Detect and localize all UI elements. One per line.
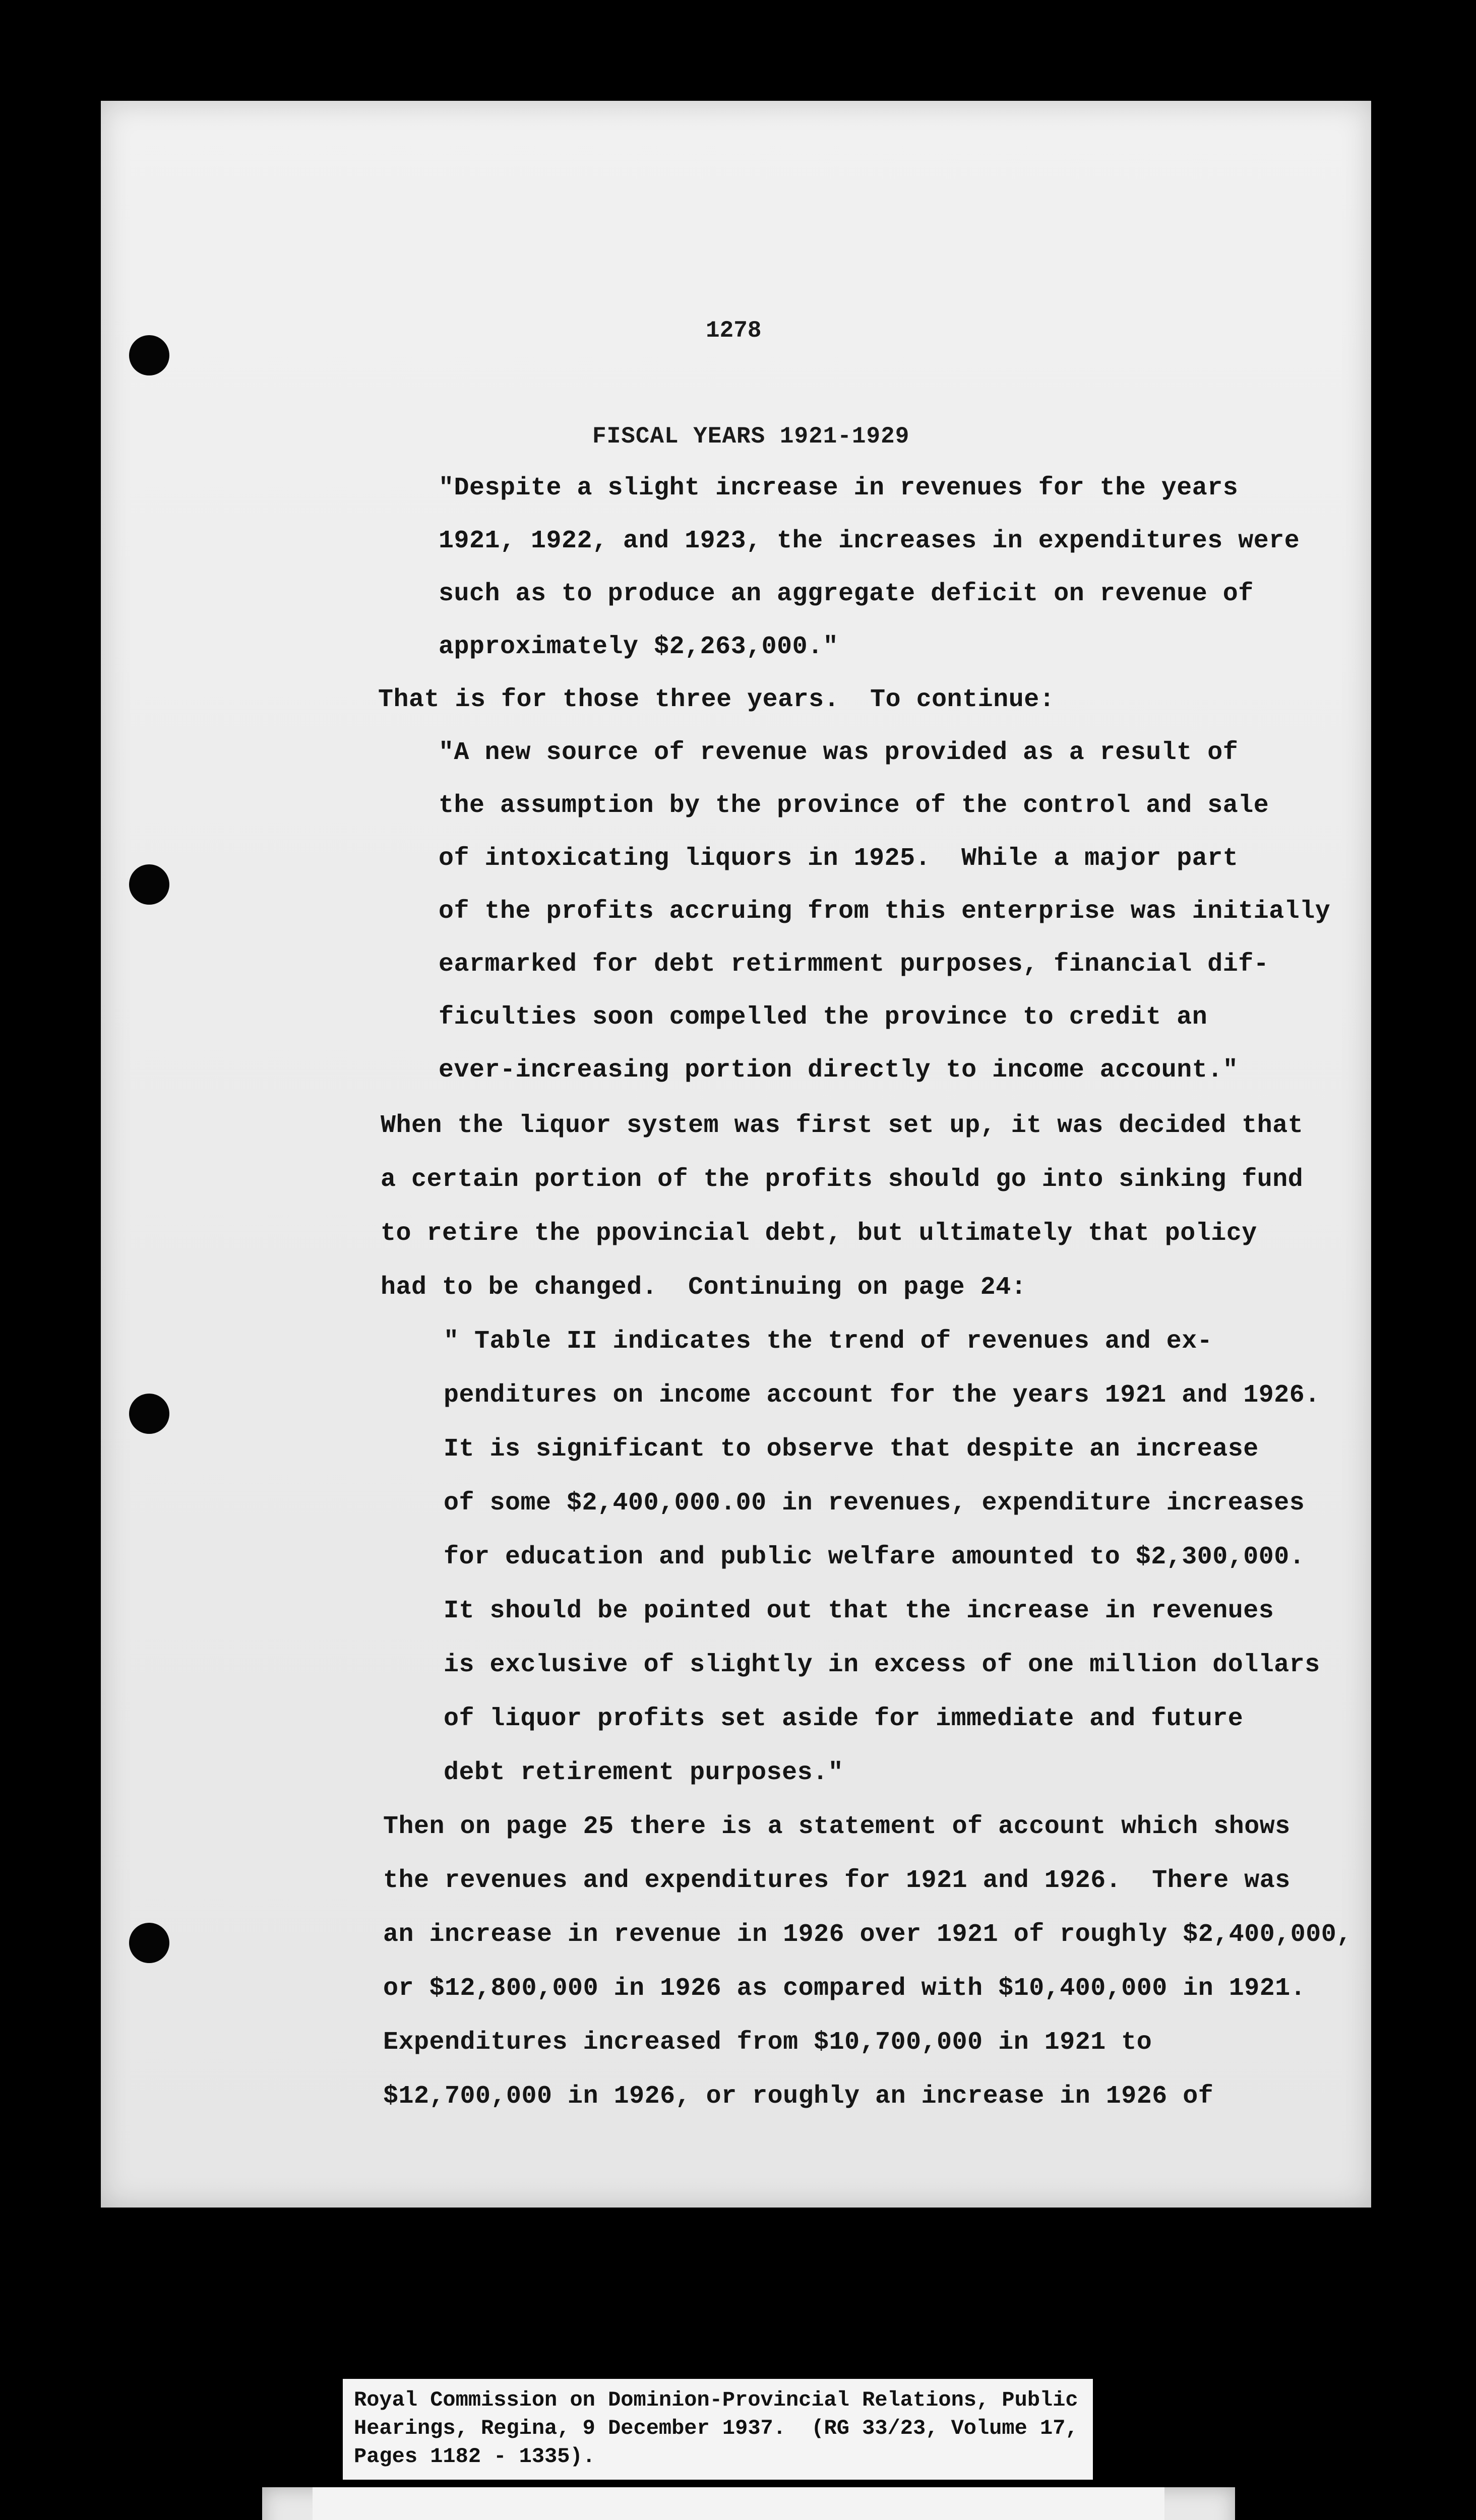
- text-line: Then on page 25 there is a statement of account which shows: [383, 1812, 1290, 1841]
- text-line: of some $2,400,000.00 in revenues, expenditure increases: [444, 1489, 1305, 1518]
- text-line: Expenditures increased from $10,700,000 in 1921 to: [383, 2028, 1152, 2057]
- text-line: such as to produce an aggregate deficit on revenue of: [439, 580, 1254, 608]
- text-line: That is for those three years. To continue:: [378, 685, 1055, 714]
- text-line: of liquor profits set aside for immediate and future: [444, 1705, 1244, 1733]
- text-line: of the profits accruing from this enterprise was initially: [439, 897, 1331, 926]
- text-line: penditures on income account for the years 1921 and 1926.: [444, 1381, 1320, 1410]
- text-line: for education and public welfare amounted to $2,300,000.: [444, 1543, 1305, 1571]
- text-line: of intoxicating liquors in 1925. While a major part: [439, 844, 1239, 873]
- text-line: 1921, 1922, and 1923, the increases in expenditures were: [439, 527, 1300, 555]
- text-line: or $12,800,000 in 1926 as compared with $10,400,000 in 1921.: [383, 1974, 1306, 2003]
- archives-stamp: [262, 2487, 1235, 2520]
- text-line: the revenues and expenditures for 1921 and 1926. There was: [383, 1866, 1290, 1895]
- text-line: "A new source of revenue was provided as a result of: [439, 738, 1239, 767]
- punch-hole: [129, 1394, 169, 1434]
- text-line: It is significant to observe that despite an increase: [444, 1435, 1259, 1464]
- caption-line: Royal Commission on Dominion-Provincial Relations, Public: [354, 2388, 1078, 2412]
- text-line: earmarked for debt retirmment purposes, financial dif-: [439, 950, 1269, 979]
- caption-line: Hearings, Regina, 9 December 1937. (RG 33/23, Volume 17,: [354, 2416, 1078, 2440]
- punch-hole: [129, 335, 169, 375]
- stamp-card: [313, 2487, 1164, 2520]
- text-line: " Table II indicates the trend of revenues and ex-: [444, 1327, 1213, 1356]
- text-line: the assumption by the province of the control and sale: [439, 791, 1269, 820]
- section-heading: FISCAL YEARS 1921-1929: [592, 423, 910, 450]
- text-line: approximately $2,263,000.": [439, 633, 839, 661]
- text-line: It should be pointed out that the increase in revenues: [444, 1597, 1274, 1625]
- document-page: [101, 101, 1371, 2208]
- text-line: ficulties soon compelled the province to credit an: [439, 1003, 1208, 1032]
- text-line: debt retirement purposes.": [444, 1758, 844, 1787]
- text-line: is exclusive of slightly in excess of one million dollars: [444, 1651, 1320, 1679]
- punch-hole: [129, 1923, 169, 1963]
- text-line: a certain portion of the profits should go into sinking fund: [381, 1165, 1304, 1194]
- text-line: to retire the ppovincial debt, but ultimately that policy: [381, 1219, 1257, 1248]
- page-number: 1278: [706, 318, 762, 344]
- text-line: When the liquor system was first set up, it was decided that: [381, 1111, 1304, 1140]
- text-line: $12,700,000 in 1926, or roughly an increase in 1926 of: [383, 2082, 1214, 2111]
- text-line: an increase in revenue in 1926 over 1921 of roughly $2,400,000,: [383, 1920, 1352, 1949]
- text-line: had to be changed. Continuing on page 24:: [381, 1273, 1027, 1302]
- text-line: "Despite a slight increase in revenues for the years: [439, 474, 1239, 502]
- caption-line: Pages 1182 - 1335).: [354, 2444, 595, 2469]
- punch-hole: [129, 864, 169, 905]
- text-line: ever-increasing portion directly to income account.": [439, 1056, 1239, 1085]
- archive-caption: [343, 2379, 1093, 2480]
